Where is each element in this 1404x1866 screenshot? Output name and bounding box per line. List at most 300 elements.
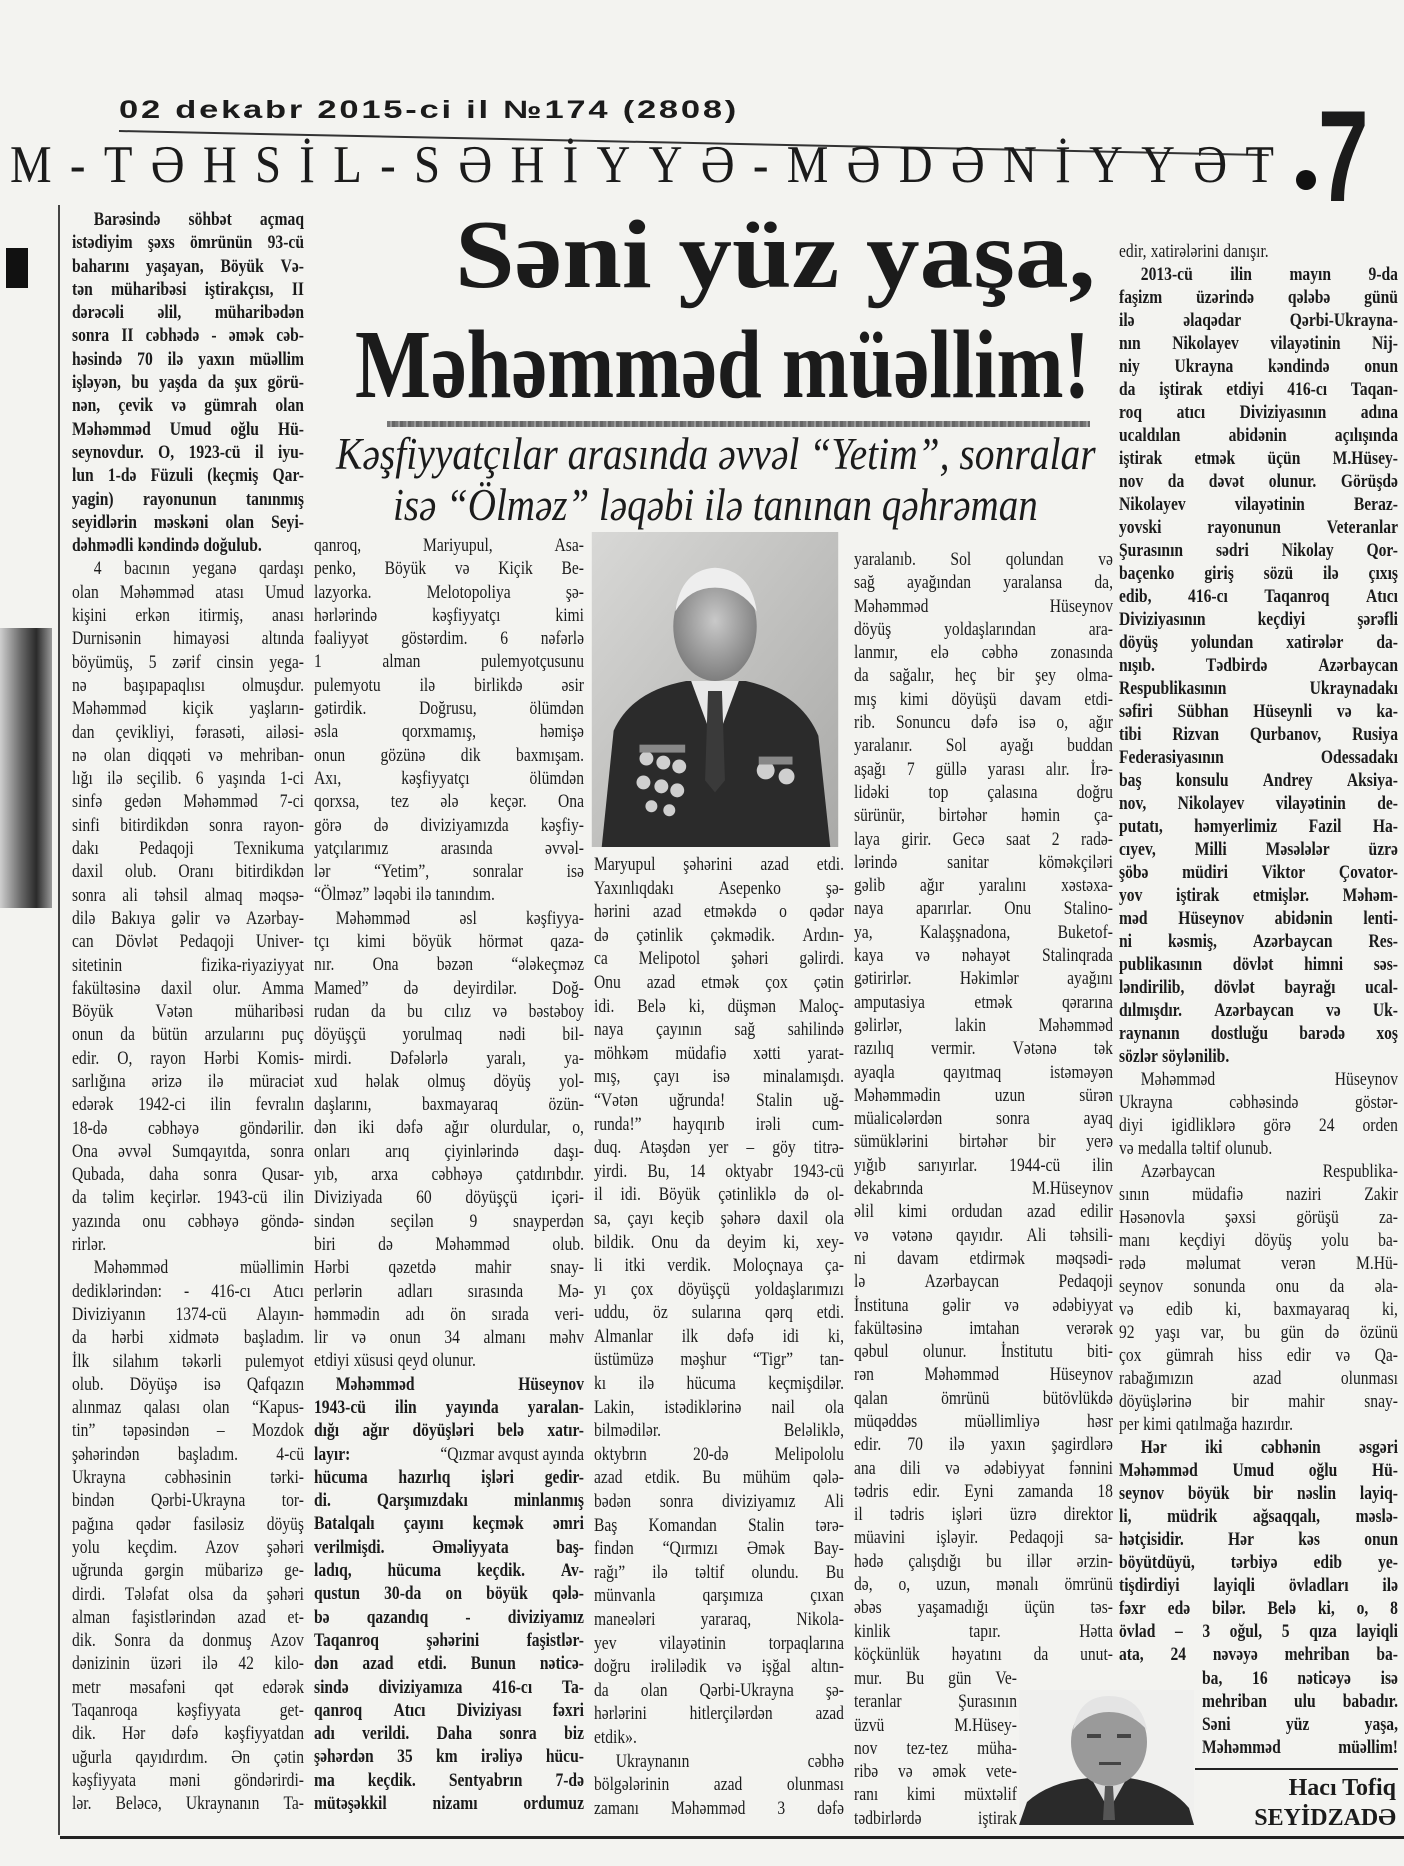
word: mənalı xyxy=(996,1574,1039,1596)
text-line xyxy=(1119,1551,1398,1574)
word: baş xyxy=(1119,770,1142,791)
text-line xyxy=(314,1792,584,1815)
word: da xyxy=(72,1327,87,1349)
word: cəbhədə xyxy=(145,325,200,347)
word: də xyxy=(594,924,609,946)
word: isə xyxy=(203,1373,221,1395)
word: alır. xyxy=(1045,758,1070,780)
word: onu xyxy=(142,1210,166,1232)
text-line xyxy=(594,1113,844,1137)
word: yaşamadığı xyxy=(917,1597,989,1619)
word: alman xyxy=(72,1606,111,1628)
word: 5 xyxy=(1281,1621,1290,1642)
word: güllə xyxy=(935,758,967,780)
word: kəşfiyya- xyxy=(526,907,584,929)
text-line xyxy=(1202,1713,1398,1736)
word: hitlerçilərdən xyxy=(689,1703,773,1725)
text-line xyxy=(1119,1252,1398,1275)
word: M.Hüsey- xyxy=(954,1714,1017,1736)
word: dekabrında xyxy=(854,1178,924,1200)
word: metr xyxy=(72,1676,101,1698)
word: zamanda xyxy=(1017,1480,1074,1502)
word: daşlarını, xyxy=(314,1094,372,1116)
word: çox xyxy=(630,1278,654,1300)
text-line xyxy=(1119,861,1398,884)
word: sırada xyxy=(491,1303,529,1325)
word: əlil xyxy=(854,1201,874,1223)
word: Hüseynli xyxy=(1253,701,1313,722)
text-line xyxy=(594,1679,844,1703)
text-line xyxy=(72,1350,304,1373)
text-line xyxy=(314,1489,584,1512)
word: seynov xyxy=(1119,1276,1164,1297)
text-line xyxy=(72,441,304,464)
text-line xyxy=(72,1606,304,1629)
word: Dəfələrlə xyxy=(390,1047,448,1069)
word: tin” xyxy=(72,1420,96,1442)
word: göy xyxy=(772,1137,796,1159)
word: şagirdlərə xyxy=(1051,1434,1113,1456)
word: Av- xyxy=(560,1560,584,1582)
word: çətinlik xyxy=(636,924,683,946)
word: hörmət xyxy=(478,931,523,953)
article-column-5-beside-photo xyxy=(1202,1667,1398,1759)
word: əsl xyxy=(459,907,477,929)
text-line xyxy=(314,1745,584,1768)
word: qustun xyxy=(314,1583,360,1605)
paragraph xyxy=(314,534,584,907)
word: gəlir xyxy=(942,1294,971,1316)
word: dan xyxy=(72,721,95,743)
word: əla- xyxy=(1374,1276,1398,1297)
word: həlak xyxy=(365,1070,400,1092)
word: et- xyxy=(287,1606,304,1628)
word: nədi xyxy=(498,1024,526,1046)
word: üçün xyxy=(1267,448,1301,469)
word: kəs xyxy=(1298,1529,1320,1550)
text-line xyxy=(854,1714,1017,1737)
word: 1 xyxy=(314,651,322,673)
word: 14 xyxy=(689,1160,706,1182)
word: təltif xyxy=(1191,1138,1221,1159)
word: da xyxy=(1119,379,1136,400)
word: Rizvan xyxy=(1172,724,1220,745)
word: ma xyxy=(314,1769,335,1791)
word: üçün xyxy=(1024,1597,1055,1619)
text-line xyxy=(594,1278,844,1302)
word: razılıq xyxy=(854,1038,894,1060)
word: himayəsi xyxy=(173,628,230,650)
text-line xyxy=(72,255,304,278)
word: edir xyxy=(1286,1345,1311,1366)
text-line xyxy=(314,627,584,650)
word: yorulmaq xyxy=(402,1024,463,1046)
word: keçdiyi xyxy=(1179,1230,1226,1251)
word: Axı, xyxy=(314,767,342,789)
word: iştirak xyxy=(978,1807,1017,1829)
word: M.Hüsey- xyxy=(1332,448,1398,469)
word: ömrünü xyxy=(941,1387,990,1409)
word: hərbi xyxy=(111,1327,144,1349)
word: Bu xyxy=(825,1561,844,1583)
word: görə xyxy=(314,814,342,836)
text-line xyxy=(594,1042,844,1066)
text-line xyxy=(1119,1436,1398,1459)
word: hiss xyxy=(1238,1345,1263,1366)
word: il xyxy=(854,1504,863,1526)
text-line xyxy=(854,1061,1113,1084)
word: 1944-cü xyxy=(1009,1154,1061,1176)
word: Qar- xyxy=(272,465,304,487)
word: təlim xyxy=(102,1187,135,1209)
word: Taqanroq xyxy=(1264,586,1330,607)
text-line xyxy=(314,1210,584,1233)
word: vilayətinin xyxy=(659,1632,726,1654)
text-line xyxy=(72,1443,304,1466)
text-line xyxy=(72,930,304,953)
word: məlumat xyxy=(1186,1253,1241,1274)
word: naya xyxy=(854,898,884,920)
word: də xyxy=(794,1184,809,1206)
word: dən xyxy=(314,1653,339,1675)
word: tərə- xyxy=(815,1514,844,1536)
word: şə- xyxy=(565,581,584,603)
paragraph xyxy=(1202,1667,1398,1759)
word: keçmək xyxy=(472,1513,524,1535)
text-line xyxy=(854,1573,1113,1596)
word: sonra xyxy=(72,884,106,906)
word: sonra xyxy=(996,1108,1030,1130)
word: yaşayan, xyxy=(146,255,204,277)
word: da, xyxy=(1094,572,1113,594)
word: imtahan xyxy=(969,1317,1020,1339)
word: müraciət xyxy=(249,1070,304,1092)
word: kı xyxy=(594,1373,607,1395)
word: Stalino- xyxy=(1063,898,1113,920)
word: Ali xyxy=(824,1491,844,1513)
word: ilə xyxy=(202,1653,218,1675)
word: ali xyxy=(122,884,138,906)
word: ləndirilib, xyxy=(1119,977,1185,998)
word: Məhəmməd xyxy=(93,1257,169,1279)
word: sitetinin xyxy=(72,954,123,976)
word: 9 xyxy=(469,1210,478,1232)
word: Daha xyxy=(436,1723,473,1745)
word: Melipotol xyxy=(638,948,701,970)
text-line xyxy=(854,1200,1113,1223)
word: İnstituna xyxy=(854,1294,909,1316)
word: qərq xyxy=(765,1302,793,1324)
text-line xyxy=(854,595,1113,618)
word: keçib xyxy=(670,1207,704,1229)
word: baş- xyxy=(556,1536,584,1558)
word: təltif xyxy=(694,1561,725,1583)
text-line xyxy=(72,1140,304,1163)
word: Azərbaycan xyxy=(1252,931,1333,952)
word: Diviziyanın xyxy=(72,1303,146,1325)
word: çətin xyxy=(273,1746,304,1768)
word: bayrağı xyxy=(1284,977,1336,998)
word: etmək xyxy=(1194,448,1236,469)
word: kəşfiy- xyxy=(540,814,584,836)
word: Sonra xyxy=(114,1630,151,1652)
word: gətirdik. xyxy=(314,698,367,720)
word: deyim xyxy=(727,1231,767,1253)
word: başıpapaqlısı xyxy=(123,674,206,696)
word: olub. xyxy=(72,1373,104,1395)
word: Zakir xyxy=(1364,1184,1398,1205)
word: rağı” xyxy=(594,1561,626,1583)
word: ça- xyxy=(1093,805,1113,827)
word: yaşında xyxy=(217,768,266,790)
word: ədəbiyyat xyxy=(1052,1294,1113,1316)
word: pulemyotu xyxy=(314,674,381,696)
word: adı xyxy=(405,1303,425,1325)
word: ilə xyxy=(638,1373,655,1395)
word: sırasında xyxy=(467,1280,524,1302)
word: Nij- xyxy=(1372,333,1398,354)
word: cəbhə xyxy=(981,642,1018,664)
word: Ha- xyxy=(1372,816,1398,837)
word: Hüseynov xyxy=(1334,1069,1398,1090)
text-line xyxy=(72,627,304,650)
word: Uk- xyxy=(1372,1000,1398,1021)
text-line xyxy=(1119,1528,1398,1551)
word: da xyxy=(232,1583,248,1605)
text-line xyxy=(72,651,304,674)
word: döyüş xyxy=(493,1070,531,1092)
word: döyüşçü xyxy=(678,1278,731,1300)
word: Asa- xyxy=(554,535,584,556)
word: Stalinqrada xyxy=(1042,945,1113,967)
word: oğul, xyxy=(1229,1621,1263,1642)
word: üzvü xyxy=(854,1714,885,1736)
word: ağır xyxy=(362,1420,390,1442)
text-line xyxy=(854,1503,1113,1526)
word: ailəsi- xyxy=(265,721,304,743)
word: medalla xyxy=(1137,1138,1188,1159)
word: yov xyxy=(1119,885,1143,906)
word: da xyxy=(169,1630,184,1652)
word: Odessadakı xyxy=(1320,747,1398,768)
word: uzun, xyxy=(936,1574,971,1596)
word: ilə xyxy=(107,768,123,790)
word: Alayın- xyxy=(256,1303,304,1325)
word: Məhəmməd xyxy=(335,1373,415,1395)
text-line xyxy=(72,1676,304,1699)
headline-underline xyxy=(387,421,1090,427)
word: 1942-ci xyxy=(138,1094,186,1116)
word: döyüşləri xyxy=(412,1420,474,1442)
text-line xyxy=(72,1489,304,1512)
word: dili xyxy=(899,1457,921,1479)
word: idi. xyxy=(620,1184,641,1206)
word: “Tigr” xyxy=(752,1349,794,1371)
word: qatılmağa xyxy=(1175,1414,1238,1435)
word: azad xyxy=(594,1467,623,1489)
word: bir xyxy=(1253,1483,1274,1504)
word: da xyxy=(370,1000,386,1022)
word: de- xyxy=(1377,793,1398,814)
word: isə xyxy=(1380,1668,1398,1689)
word: şəhərə xyxy=(720,1207,761,1229)
word: yaşa, xyxy=(1364,1714,1398,1735)
word: ədəbiyyat xyxy=(983,1457,1045,1479)
word: isə xyxy=(712,1066,730,1088)
word: sonra xyxy=(270,1140,304,1162)
text-line xyxy=(1119,1459,1398,1482)
word: köçkünlük xyxy=(854,1643,920,1665)
word: Oranı xyxy=(178,861,214,883)
word: 3 xyxy=(1202,1621,1211,1642)
text-line xyxy=(72,1699,304,1722)
paragraph xyxy=(594,853,844,1750)
word: hərini xyxy=(594,901,631,923)
word: mübarizə xyxy=(204,1560,263,1582)
word: sonra xyxy=(499,1723,537,1745)
word: ilə xyxy=(652,1561,668,1583)
text-line xyxy=(854,1084,1113,1107)
word: kəşfiyyatdan xyxy=(224,1723,304,1745)
word: 18-də xyxy=(72,1117,108,1139)
word: döyüşçü xyxy=(465,1187,518,1209)
word: onun xyxy=(1364,356,1398,377)
word: ki, xyxy=(688,995,705,1017)
text-line xyxy=(314,581,584,604)
word: qədər xyxy=(809,901,844,923)
word: Ukraynanın xyxy=(615,1750,690,1772)
word: yarası xyxy=(987,758,1025,780)
word: və xyxy=(215,907,231,929)
word: orden xyxy=(1362,1115,1398,1136)
word: Məhəmməd xyxy=(119,581,195,603)
text-line xyxy=(314,1676,584,1699)
word: ərizə xyxy=(151,1070,182,1092)
word: bildik. xyxy=(594,1231,635,1253)
paragraph xyxy=(854,1667,1017,1830)
word: qanroq, xyxy=(314,535,362,556)
text-line xyxy=(1119,608,1398,631)
word: isə xyxy=(1018,712,1036,734)
text-line xyxy=(1202,1690,1398,1713)
word: Mamed” xyxy=(314,977,369,999)
text-line xyxy=(314,720,584,743)
text-line xyxy=(854,1596,1113,1619)
word: puç xyxy=(281,1024,304,1046)
word: qələbə xyxy=(1287,287,1331,308)
word: bir xyxy=(997,665,1015,687)
text-line xyxy=(1119,838,1398,861)
word: çəkmədik. xyxy=(710,924,775,946)
word: də xyxy=(1324,1322,1340,1343)
word: kaya xyxy=(854,945,884,967)
word: Kiçik xyxy=(498,558,533,580)
text-line xyxy=(1119,240,1398,263)
word: əlaqədar xyxy=(1183,310,1242,331)
word: 7-ci xyxy=(279,791,304,813)
text-line xyxy=(1119,815,1398,838)
word: Məhəmməd xyxy=(183,791,258,813)
word: başladım. xyxy=(243,1327,304,1349)
word: dik xyxy=(460,744,481,766)
word: səfiri xyxy=(1119,701,1153,722)
word: dən xyxy=(314,1117,337,1139)
word: Qor- xyxy=(1366,540,1398,561)
word: rabağımızın xyxy=(1119,1368,1194,1389)
word: qələ- xyxy=(812,1467,844,1489)
word: yatçılarımız xyxy=(314,837,389,859)
word: on xyxy=(445,1583,462,1605)
word: yaralanır. xyxy=(854,735,913,757)
word: tədbirlərdə xyxy=(854,1807,922,1829)
word: girir. xyxy=(901,828,932,850)
word: Ona xyxy=(558,791,584,813)
word: adı xyxy=(314,1723,335,1745)
word: şey xyxy=(1035,665,1056,687)
text-line xyxy=(1119,447,1398,470)
word: yirdi. xyxy=(594,1160,628,1182)
word: Sol xyxy=(950,549,972,570)
word: İrə- xyxy=(1090,758,1113,780)
word: Nikolayev xyxy=(1172,333,1239,354)
text-line xyxy=(854,734,1113,757)
word: Federasiyasının xyxy=(1119,747,1224,768)
word: yayında xyxy=(445,1396,499,1418)
word: gərgin xyxy=(144,1560,184,1582)
word: xud xyxy=(314,1070,338,1092)
text-line xyxy=(854,991,1113,1014)
word: kimi xyxy=(906,1784,936,1806)
word: giriş xyxy=(1204,563,1234,584)
word: döyüş xyxy=(1254,1230,1292,1251)
text-line xyxy=(854,1526,1113,1549)
word: üzəri xyxy=(150,1653,182,1675)
word: nəticə- xyxy=(539,1653,584,1675)
word: sanitar xyxy=(947,851,989,873)
word: xey- xyxy=(816,1231,844,1253)
text-line xyxy=(314,883,584,906)
word: nizamı xyxy=(432,1793,478,1815)
word: Azərbaycan xyxy=(1140,1161,1216,1182)
word: dəhmədli xyxy=(72,535,134,557)
word: 70 xyxy=(137,348,153,370)
word: əsir xyxy=(561,674,584,696)
word: abidənin xyxy=(1274,908,1333,929)
word: yaxın xyxy=(198,348,235,370)
word: müxtəlif xyxy=(964,1784,1017,1806)
word: saat xyxy=(1006,828,1031,850)
word: nəhayət xyxy=(961,945,1011,967)
word: çox xyxy=(1119,1345,1142,1366)
word: hücuma xyxy=(387,1560,442,1582)
text-line xyxy=(594,1136,844,1160)
word: Ukraynanın xyxy=(185,1793,260,1815)
word: Əmək xyxy=(746,1538,785,1560)
word: qayıtmaq xyxy=(943,1061,1002,1083)
text-line xyxy=(1119,378,1398,401)
word: irəliyə xyxy=(480,1746,523,1768)
word: dığı xyxy=(314,1420,340,1442)
text-line xyxy=(594,1231,844,1255)
text-line xyxy=(1119,1022,1398,1045)
word: raynanın xyxy=(1119,1023,1180,1044)
word: Nikolayev xyxy=(1177,793,1245,814)
word: və xyxy=(915,945,930,967)
text-line xyxy=(72,977,304,1000)
text-line xyxy=(314,1326,584,1349)
word: keçdim. xyxy=(127,1536,178,1558)
word: qəbul xyxy=(854,1341,889,1363)
